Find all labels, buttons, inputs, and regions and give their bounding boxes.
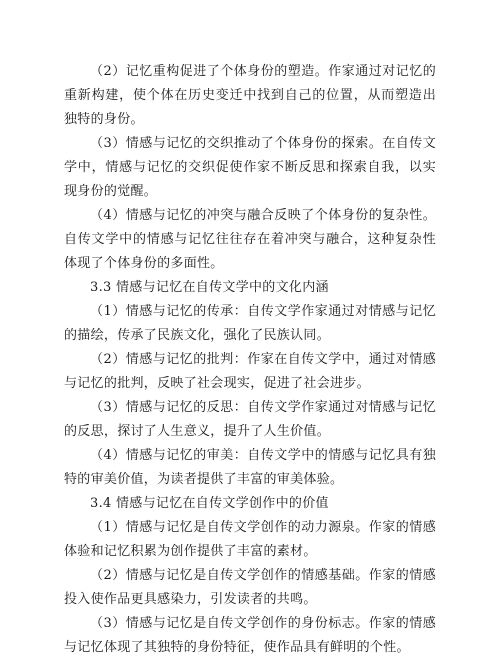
paragraph-aesthetics: （4）情感与记忆的审美：自传文学中的情感与记忆具有独特的审美价值，为读者提供了丰富的审美体验。 bbox=[64, 448, 436, 487]
paragraph-conflict-fusion: （4）情感与记忆的冲突与融合反映了个体身份的复杂性。自传文学中的情感与记忆往往存在着冲突与融合，这种复杂性体现了个体身份的多面性。 bbox=[64, 208, 436, 271]
paragraph-emotion-memory-interweave: （3）情感与记忆的交织推动了个体身份的探索。在自传文学中，情感与记忆的交织促使作家不断反思和探索自我，以实现身份的觉醒。 bbox=[64, 136, 436, 199]
paragraph-reflection: （3）情感与记忆的反思：自传文学作家通过对情感与记忆的反思，探讨了人生意义，提升了人生价值。 bbox=[64, 400, 436, 439]
paragraph-creative-motivation: （1）情感与记忆是自传文学创作的动力源泉。作家的情感体验和记忆积累为创作提供了丰富的素材。 bbox=[64, 520, 436, 559]
paragraph-criticism: （2）情感与记忆的批判：作家在自传文学中，通过对情感与记忆的批判，反映了社会现实，促进了社会进步。 bbox=[64, 352, 436, 391]
paragraph-memory-reconstruction: （2）记忆重构促进了个体身份的塑造。作家通过对记忆的重新构建，使个体在历史变迁中找到自己的位置，从而塑造出独特的身份。 bbox=[64, 64, 436, 127]
section-heading-3-3: 3.3 情感与记忆在自传文学中的文化内涵 bbox=[90, 280, 329, 295]
section-heading-3-4: 3.4 情感与记忆在自传文学创作中的价值 bbox=[90, 496, 329, 511]
paragraph-identity-mark: （3）情感与记忆是自传文学创作的身份标志。作家的情感与记忆体现了其独特的身份特征，使作品具有鲜明的个性。 bbox=[64, 616, 436, 655]
paragraph-emotional-foundation: （2）情感与记忆是自传文学创作的情感基础。作家的情感投入使作品更具感染力，引发读者的共鸣。 bbox=[64, 568, 436, 607]
paragraph-inheritance: （1）情感与记忆的传承：自传文学作家通过对情感与记忆的描绘，传承了民族文化，强化了民族认同。 bbox=[64, 304, 436, 343]
